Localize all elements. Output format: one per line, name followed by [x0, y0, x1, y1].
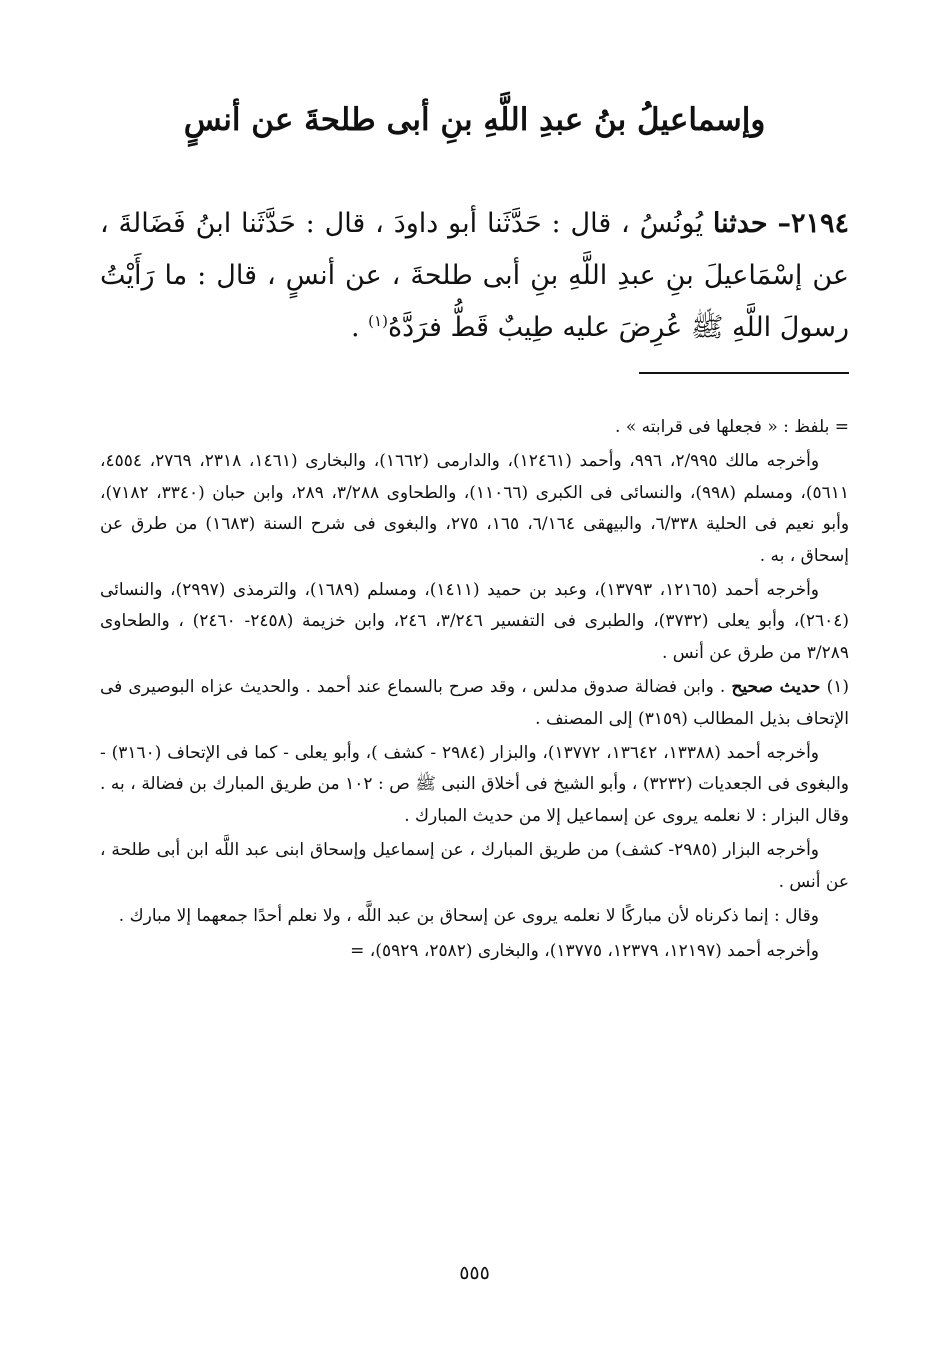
footnote-separator	[639, 372, 849, 374]
footnote-number: (١)	[826, 677, 849, 698]
hadith-end: .	[351, 312, 369, 343]
footnote-paragraph: وأخرجه أحمد (١٢١٦٥، ١٣٧٩٣)، وعبد بن حميد (١٤١١)، ومسلم (١٦٨٩)، والترمذى (٢٩٩٧)، والنسائى (٢٦٠٤)، وأبو يعلى (٣٧٣٢)، والطبرى فى التفسير ٣/٢٤٦، ٢٤٦، وابن خزيمة (٢٤٥٨- ٢٤٦٠) ، والطحاوى ٣/٢٨٩ من طرق عن أنس .	[100, 580, 850, 663]
footnote-paragraph: وأخرجه مالك ٢/٩٩٥، ٩٩٦، وأحمد (١٢٤٦١)، والدارمى (١٦٦٢)، والبخارى (١٤٦١، ٢٣١٨، ٢٧٦٩، ٤٥٥٤، ٥٦١١)، ومسلم (٩٩٨)، والنسائى فى الكبرى (١١٠٦٦)، والطحاوى ٣/٢٨٨، ٢٨٩، وابن حبان (٣٣٤٠، ٧١٨٢)، وأبو نعيم فى الحلية ٦/٣٣٨، والبيهقى ٦/١٦٤، ١٦٥، ٢٧٥، والبغوى فى شرح السنة (١٦٨٣) من طرق عن إسحاق ، به .	[100, 451, 850, 566]
page-number: ٥٥٥	[459, 1262, 490, 1284]
hadith-grade: حديث صحيح	[731, 677, 821, 698]
chapter-title: وإسماعيلُ بنُ عبدِ اللَّهِ بنِ أبى طلحةَ عن أنسٍ	[183, 102, 766, 138]
footnote-paragraph-1	[100, 672, 849, 735]
footnotes-section	[100, 412, 849, 970]
hadith-body: يُونُسُ ، قال : حَدَّثَنا أبو داودَ ، قال : حَدَّثَنا ابنُ فَضَالةَ ، عن إسْمَاعيلَ بنِ عبدِ اللَّهِ بنِ أبى طلحةَ ، عن أنسٍ ، قال : ما رَأَيْتُ رسولَ اللَّهِ ﷺ عُرِضَ عليه طِيبٌ قَطُّ فرَدَّهُ	[100, 208, 849, 343]
footnote-body: . وابن فضالة صدوق مدلس ، وقد صرح بالسماع عند أحمد . والحديث عزاه البوصيرى فى الإتحاف بذيل المطالب (٣١٥٩) إلى المصنف .	[100, 677, 849, 729]
footnote-paragraph: وأخرجه أحمد (١٣٣٨٨، ١٣٦٤٢، ١٣٧٧٢)، والبزار (٢٩٨٤ - كشف )، وأبو يعلى - كما فى الإتحاف (٣١٦٠) - والبغوى فى الجعديات (٣٢٣٢) ، وأبو الشيخ فى أخلاق النبى ﷺ ص : ١٠٢ من طريق المبارك بن فضالة ، به . وقال البزار : لا نعلمه يروى عن إسماعيل إلا من حديث المبارك .	[100, 743, 850, 826]
hadith-narrator-intro: حدثنا	[712, 208, 768, 239]
footnote-marker: (١)	[368, 312, 388, 330]
hadith-text-block	[100, 198, 849, 354]
hadith-number: ٢١٩٤–	[777, 208, 849, 239]
footnote-paragraph: وقال : إنما ذكرناه لأن مباركًا لا نعلمه يروى عن إسحاق بن عبد اللَّه ، ولا نعلم أحدًا جمعهما إلا مبارك .	[118, 906, 819, 927]
footnote-paragraph: وأخرجه البزار (٢٩٨٥- كشف) من طريق المبارك ، عن إسماعيل وإسحاق ابنى عبد اللَّه ابن أبى طلحة ، عن أنس .	[100, 840, 849, 892]
footnote-paragraph: = بلفظ : « فجعلها فى قرابته » .	[615, 417, 849, 437]
footnote-paragraph: وأخرجه أحمد (١٢١٩٧، ١٢٣٧٩، ١٣٧٧٥)، والبخارى (٢٥٨٢، ٥٩٢٩)، =	[350, 940, 819, 961]
